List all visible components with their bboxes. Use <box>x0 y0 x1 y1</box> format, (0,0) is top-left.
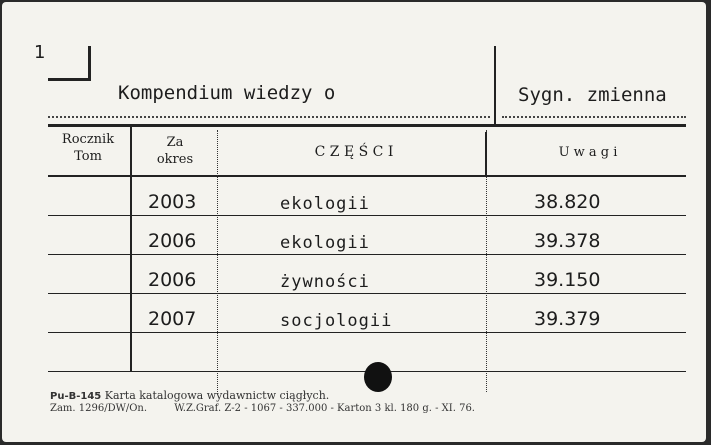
row-line-1 <box>48 215 686 216</box>
row-2-czesc: ekologii <box>280 233 370 253</box>
punch-hole <box>364 362 392 392</box>
signature-underline <box>502 116 686 118</box>
column-divider-rocznik <box>130 127 132 372</box>
header-za-label: Za <box>166 135 184 150</box>
footer-order-number: Zam. 1296/DW/On. <box>50 403 148 414</box>
header-czesci: C Z Ę Ś C I <box>314 144 394 160</box>
corner-mark-horizontal <box>48 78 91 81</box>
catalog-card <box>2 2 706 442</box>
header-za-okres <box>134 134 216 168</box>
column-divider-okres <box>217 130 218 392</box>
row-line-2 <box>48 254 686 255</box>
header-rocznik <box>48 131 128 165</box>
row-4-czesc: socjologii <box>280 311 393 331</box>
header-tom-label: Tom <box>74 149 102 164</box>
header-bottom-rule <box>48 175 686 177</box>
row-4-okres: 2007 <box>148 308 197 330</box>
corner-mark-vertical <box>88 46 91 80</box>
row-2-okres: 2006 <box>148 230 197 252</box>
row-3-uwagi: 39.150 <box>534 269 601 291</box>
footer-line-1 <box>50 389 329 403</box>
table-top-rule <box>48 124 686 127</box>
column-divider-czesci-mark <box>485 132 487 176</box>
header-uwagi: U w a g i <box>558 145 618 160</box>
card-title: Kompendium wiedzy o <box>118 82 336 104</box>
footer-line-2 <box>50 402 475 415</box>
signature-label: Sygn. zmienna <box>518 84 667 106</box>
footer-print-info: W.Z.Graf. Z-2 - 1067 - 337.000 - Karton 3 kl. 180 g. - XI. 76. <box>174 403 475 414</box>
corner-number: 1 <box>34 42 46 63</box>
title-underline <box>48 116 490 118</box>
signature-separator <box>494 46 496 126</box>
row-3-czesc: żywności <box>280 272 370 292</box>
row-1-okres: 2003 <box>148 191 197 213</box>
row-3-okres: 2006 <box>148 269 197 291</box>
header-rocznik-label: Rocznik <box>61 132 115 147</box>
footer-form-title: Karta katalogowa wydawnictw ciągłych. <box>104 389 330 402</box>
row-2-uwagi: 39.378 <box>534 230 601 252</box>
row-line-3 <box>48 293 686 294</box>
row-1-uwagi: 38.820 <box>534 191 601 213</box>
footer-form-code: Pu-B-145 <box>50 391 102 402</box>
header-okres-label: okres <box>156 152 194 167</box>
row-line-4 <box>48 332 686 333</box>
row-4-uwagi: 39.379 <box>534 308 601 330</box>
row-1-czesc: ekologii <box>280 194 370 214</box>
